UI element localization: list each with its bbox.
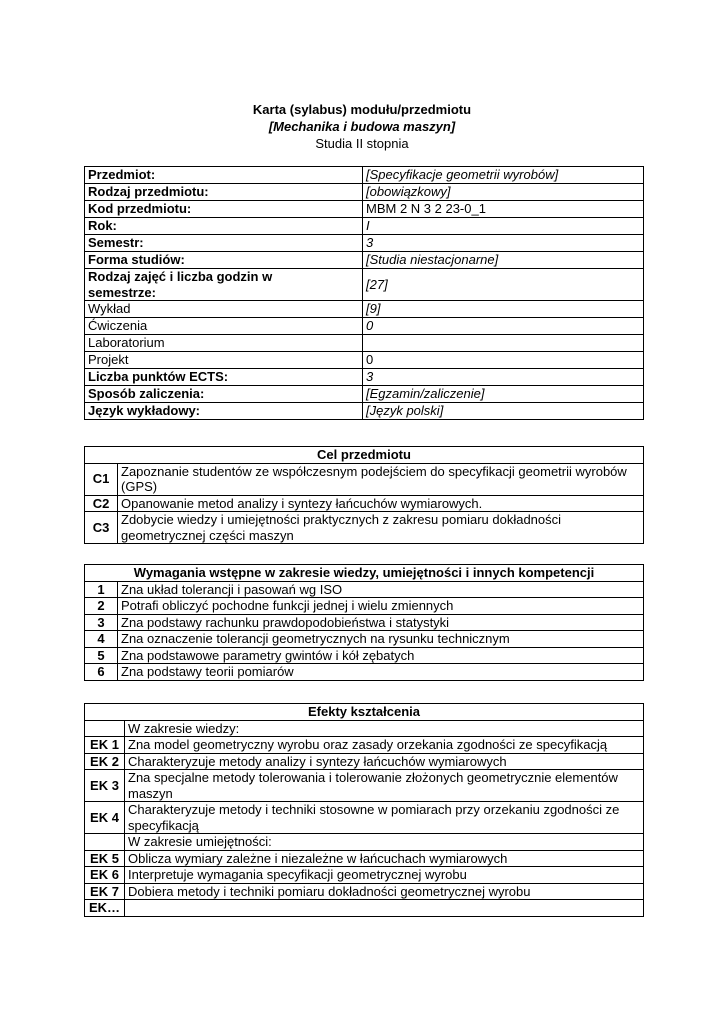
row-text: Zna specjalne metody tolerowania i tolerowanie złożonych geometrycznie elementów maszyn bbox=[125, 770, 644, 802]
info-value: [obowiązkowy] bbox=[363, 184, 644, 201]
course-goals-table bbox=[84, 446, 644, 544]
prerequisite-row bbox=[85, 598, 644, 615]
prerequisite-row bbox=[85, 614, 644, 631]
prerequisites-title: Wymagania wstępne w zakresie wiedzy, umiejętności i innych kompetencji bbox=[85, 565, 644, 582]
learning-outcomes-table bbox=[84, 703, 644, 917]
info-row bbox=[85, 218, 644, 235]
row-code: EK 2 bbox=[85, 753, 125, 770]
row-code bbox=[85, 834, 125, 851]
outcome-row bbox=[85, 770, 644, 802]
info-value: I bbox=[363, 218, 644, 235]
outcome-row bbox=[85, 900, 644, 917]
info-row bbox=[85, 167, 644, 184]
row-code: EK 5 bbox=[85, 850, 125, 867]
info-value bbox=[363, 335, 644, 352]
row-text: Opanowanie metod analizy i syntezy łańcuchów wymiarowych. bbox=[118, 495, 644, 512]
prerequisite-row bbox=[85, 664, 644, 681]
row-text: Dobiera metody i techniki pomiaru dokładności geometrycznej wyrobu bbox=[125, 883, 644, 900]
goals-title: Cel przedmiotu bbox=[85, 447, 644, 464]
info-row bbox=[85, 252, 644, 269]
info-label: Laboratorium bbox=[85, 335, 363, 352]
row-text: Charakteryzuje metody i techniki stosowne w pomiarach przy orzekaniu zgodności ze specyfikacją bbox=[125, 802, 644, 834]
info-value: MBM 2 N 3 2 23-0_1 bbox=[363, 201, 644, 218]
info-label: Sposób zaliczenia: bbox=[85, 386, 363, 403]
row-code: 2 bbox=[85, 598, 118, 615]
row-code: 6 bbox=[85, 664, 118, 681]
row-code: EK 3 bbox=[85, 770, 125, 802]
row-text: Interpretuje wymagania specyfikacji geometrycznej wyrobu bbox=[125, 867, 644, 884]
row-code: C2 bbox=[85, 495, 118, 512]
row-text: Zna podstawy rachunku prawdopodobieństwa i statystyki bbox=[118, 614, 644, 631]
info-label: Ćwiczenia bbox=[85, 318, 363, 335]
goal-row bbox=[85, 512, 644, 544]
row-text: Zna model geometryczny wyrobu oraz zasady orzekania zgodności ze specyfikacją bbox=[125, 737, 644, 754]
outcome-row bbox=[85, 737, 644, 754]
row-code: 3 bbox=[85, 614, 118, 631]
course-info-table bbox=[84, 166, 644, 420]
outcome-row bbox=[85, 834, 644, 851]
info-value: [27] bbox=[363, 269, 644, 301]
row-code: EK 7 bbox=[85, 883, 125, 900]
info-value: 3 bbox=[363, 369, 644, 386]
info-label: Kod przedmiotu: bbox=[85, 201, 363, 218]
info-row bbox=[85, 318, 644, 335]
info-row bbox=[85, 301, 644, 318]
info-row bbox=[85, 201, 644, 218]
info-label: Rok: bbox=[85, 218, 363, 235]
outcome-row bbox=[85, 802, 644, 834]
info-value: 0 bbox=[363, 318, 644, 335]
info-label: Wykład bbox=[85, 301, 363, 318]
row-code bbox=[85, 720, 125, 737]
info-row bbox=[85, 335, 644, 352]
info-row bbox=[85, 269, 644, 301]
info-value: 0 bbox=[363, 352, 644, 369]
row-text: Zna podstawy teorii pomiarów bbox=[118, 664, 644, 681]
row-text bbox=[125, 900, 644, 917]
info-label: Projekt bbox=[85, 352, 363, 369]
row-text: Zdobycie wiedzy i umiejętności praktycznych z zakresu pomiaru dokładności geometrycznej części maszyn bbox=[118, 512, 644, 544]
row-code: EK 6 bbox=[85, 867, 125, 884]
study-level: Studia II stopnia bbox=[315, 136, 409, 151]
goal-row bbox=[85, 463, 644, 495]
row-code: EK… bbox=[85, 900, 125, 917]
info-label: Język wykładowy: bbox=[85, 403, 363, 420]
row-code: C1 bbox=[85, 463, 118, 495]
row-code: EK 1 bbox=[85, 737, 125, 754]
row-text: Zna podstawowe parametry gwintów i kół zębatych bbox=[118, 647, 644, 664]
outcomes-title: Efekty kształcenia bbox=[85, 704, 644, 721]
document-subtitle: [Mechanika i budowa maszyn] bbox=[268, 119, 456, 134]
info-value: [Egzamin/zaliczenie] bbox=[363, 386, 644, 403]
info-label: Semestr: bbox=[85, 235, 363, 252]
document-header bbox=[0, 101, 724, 152]
prerequisite-row bbox=[85, 647, 644, 664]
info-row bbox=[85, 403, 644, 420]
info-label: Rodzaj przedmiotu: bbox=[85, 184, 363, 201]
row-text: Zna układ tolerancji i pasowań wg ISO bbox=[118, 581, 644, 598]
info-value: [Język polski] bbox=[363, 403, 644, 420]
outcome-row bbox=[85, 753, 644, 770]
info-label: Rodzaj zajęć i liczba godzin w semestrze: bbox=[85, 269, 363, 301]
row-text: Zna oznaczenie tolerancji geometrycznych na rysunku technicznym bbox=[118, 631, 644, 648]
prerequisites-table bbox=[84, 564, 644, 681]
row-code: 5 bbox=[85, 647, 118, 664]
info-value: 3 bbox=[363, 235, 644, 252]
info-row bbox=[85, 386, 644, 403]
info-value: [Studia niestacjonarne] bbox=[363, 252, 644, 269]
prerequisite-row bbox=[85, 631, 644, 648]
document-title: Karta (sylabus) modułu/przedmiotu bbox=[252, 102, 472, 117]
outcome-row bbox=[85, 720, 644, 737]
info-row bbox=[85, 369, 644, 386]
prerequisite-row bbox=[85, 581, 644, 598]
row-text: Charakteryzuje metody analizy i syntezy łańcuchów wymiarowych bbox=[125, 753, 644, 770]
outcome-row bbox=[85, 867, 644, 884]
info-row bbox=[85, 352, 644, 369]
row-code: C3 bbox=[85, 512, 118, 544]
info-label: Przedmiot: bbox=[85, 167, 363, 184]
row-text: Zapoznanie studentów ze współczesnym podejściem do specyfikacji geometrii wyrobów (GPS) bbox=[118, 463, 644, 495]
outcome-row bbox=[85, 883, 644, 900]
goal-row bbox=[85, 495, 644, 512]
row-code: 1 bbox=[85, 581, 118, 598]
row-text: Potrafi obliczyć pochodne funkcji jednej i wielu zmiennych bbox=[118, 598, 644, 615]
info-label: Liczba punktów ECTS: bbox=[85, 369, 363, 386]
info-value: [9] bbox=[363, 301, 644, 318]
row-code: 4 bbox=[85, 631, 118, 648]
row-text: W zakresie umiejętności: bbox=[125, 834, 644, 851]
info-row bbox=[85, 235, 644, 252]
info-label: Forma studiów: bbox=[85, 252, 363, 269]
row-text: W zakresie wiedzy: bbox=[125, 720, 644, 737]
row-text: Oblicza wymiary zależne i niezależne w łańcuchach wymiarowych bbox=[125, 850, 644, 867]
row-code: EK 4 bbox=[85, 802, 125, 834]
info-value: [Specyfikacje geometrii wyrobów] bbox=[363, 167, 644, 184]
outcome-row bbox=[85, 850, 644, 867]
info-row bbox=[85, 184, 644, 201]
